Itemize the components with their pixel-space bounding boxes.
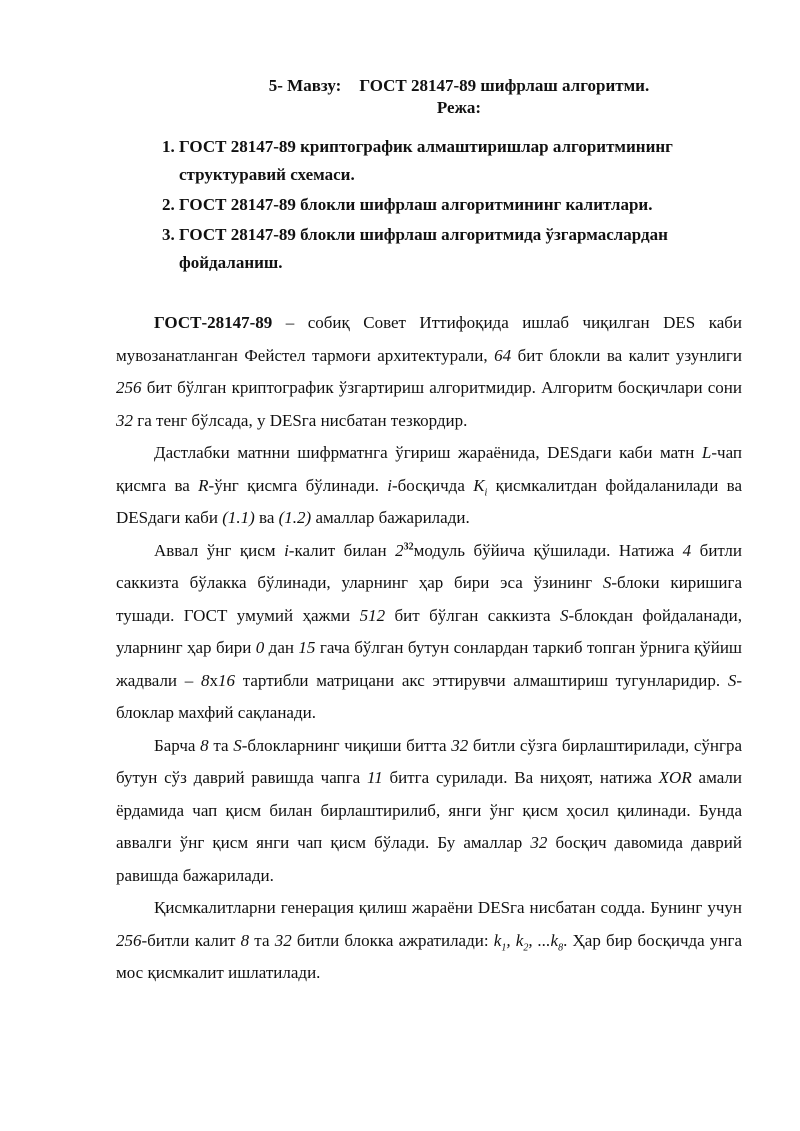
text-span: -калит билан [288,540,396,560]
text-span: -блокларнинг чиқиши битта [241,735,452,755]
italic-number: 4 [682,540,692,560]
text-span: гача бўлган бутун сонлардан таркиб топган ўрнига қўйиш жадвали – [116,638,743,690]
subscript: 8 [558,941,564,953]
italic-number: 32 [116,410,133,430]
text-span: битга сурилади. Ва ниҳоят, натижа [382,768,659,787]
text-span: босқич давомида даврий равишда бажарилади. [116,833,742,885]
text-span: дан [264,638,299,657]
italic-number: 256 [116,930,142,950]
subscript: i [484,486,488,498]
text-span: битли сўзга бирлаштирилади, сўнгра бутун сўз даврий равишда чапга [116,735,742,787]
text-span: та [249,930,275,950]
text-span: -босқичда [392,475,474,495]
italic-number: 2 [395,540,404,560]
text-span: -блокдан фойдаланади, уларнинг ҳар бири [116,605,742,657]
italic-number: 15 [298,638,316,657]
italic-symbol: R [198,475,209,495]
italic-symbol: i [284,540,289,560]
paragraph-5 [116,892,742,990]
italic-number: 16 [218,670,235,690]
italic-symbol: XOR [658,768,692,787]
italic-number: 32 [530,833,548,852]
subscript: 2 [523,941,529,953]
italic-number: 32 [274,930,292,950]
text-span: бит бўлган криптографик ўзгартириш алгоритмидир. Алгоритм босқичлари сони [141,378,742,397]
text-span: битли блокка ажратилади: [291,930,494,950]
text-span: амали ёрдамида чап қисм билан бирлаштирилиб, янги ўнг қисм ҳосил қилинади. Бунда аввалги ўнг қисм янги чап қисм бўлади. Бу амаллар [116,768,742,852]
italic-number: 64 [494,345,512,365]
text-span: Барча [154,735,201,755]
text-span: бит блокли ва калит узунлиги [511,345,742,365]
text-span: модуль бўйича қўшилади. Натижа [413,540,683,560]
italic-symbol: S [560,605,569,625]
italic-number: 11 [366,768,383,787]
document-body [116,307,742,990]
paragraph-4 [116,730,742,893]
italic-symbol: k [493,930,502,950]
text-span: га тенг бўлсада, у DESга нисбатан тезкордир. [133,410,468,430]
italic-number: 0 [255,638,265,657]
text-span: Аввал ўнг қисм [154,540,285,560]
italic-symbol: i [387,475,392,495]
subscript: 1 [501,941,507,953]
text-span: бит бўлган саккизта [385,605,561,625]
italic-number: 8 [200,735,209,755]
italic-number: 256 [116,378,142,397]
term-bold: ГОСТ-28147-89 [154,313,273,332]
text-span: -чап қисмга ва [116,443,742,495]
italic-symbol: S [602,573,612,592]
plan-list [116,133,742,277]
italic-symbol: L [701,443,712,462]
text-span: -ўнг қисмга бўлинади. [208,475,388,495]
plan-label: Режа: [436,98,482,117]
italic-number: 8 [201,670,210,690]
plan-item-1: 1. ГОСТ 28147-89 криптографик алмаштиришлар алгоритмининг структуравий схемаси. [179,133,742,189]
italic-symbol: K [473,475,485,495]
italic-ref: (1.2) [278,508,312,527]
plan-item-2: 2. ГОСТ 28147-89 блокли шифрлаш алгоритмининг калитлари. [179,191,742,219]
italic-symbol: S [233,735,242,755]
italic-number: 32 [451,735,469,755]
topic-label: 5- Мавзу: [268,76,342,95]
text-span: -битли калит [141,930,241,950]
paragraph-3 [116,535,742,730]
text-span: амаллар бажарилади. [311,508,470,527]
paragraph-1 [116,307,742,437]
text-span: ва [254,508,279,527]
text-span: -блоклар махфий сақланади. [116,670,742,722]
text-span: Қисмкалитларни генерация қилиш жараёни DESга нисбатан содда. Бунинг учун [154,898,742,917]
paragraph-2 [116,437,742,535]
italic-symbol: , ...k [528,930,559,950]
text-span: та [208,735,234,755]
text-span: тартибли матрицани акс эттирувчи алмаштириш тугунларидир. [235,670,728,690]
superscript: 32 [403,540,414,552]
italic-number: 512 [359,605,386,625]
italic-number: 8 [240,930,250,950]
topic-heading [116,75,742,97]
text-span: x [209,670,218,690]
italic-symbol: S [727,670,737,690]
text-span: қисмкалитдан фойдаланилади ва DESдаги каби [116,475,743,527]
text-span: Дастлабки матнни шифрматнга ўгириш жараёнида, DESдаги каби матн [154,443,702,462]
italic-ref: (1.1) [222,508,255,527]
text-span: – собиқ Совет Иттифоқида ишлаб чиқилган DES каби мувозанатланган Фейстел тармоғи архитектурали, [116,313,742,365]
italic-symbol: , k [506,930,524,950]
text-span: -блоки киришига тушади. ГОСТ умумий ҳажми [116,573,743,625]
plan-item-3: 3. ГОСТ 28147-89 блокли шифрлаш алгоритмида ўзгармаслардан фойдаланиш. [179,221,742,277]
topic-title: ГОСТ 28147-89 шифрлаш алгоритми. [359,76,650,95]
text-span: битли саккизта бўлакка бўлинади, уларнинг ҳар бири эса ўзининг [116,540,743,592]
text-span: . Ҳар бир босқичда унга мос қисмкалит ишлатилади. [116,930,743,982]
